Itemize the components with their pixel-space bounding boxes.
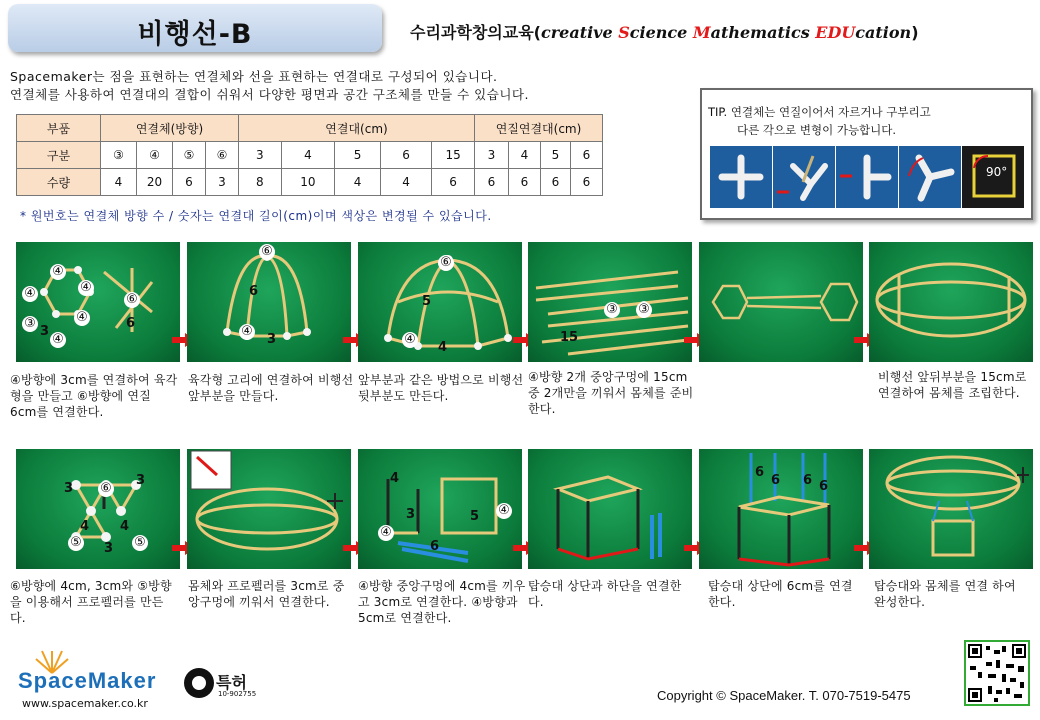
table-cell: 6 [571, 169, 603, 196]
photo-label: 3 [406, 507, 416, 522]
table-cell: 6 [432, 169, 475, 196]
photo-label: 3 [40, 324, 50, 339]
intro-line: 연결체를 사용하여 연결대의 결합이 쉬워서 다양한 평면과 공간 구조체를 만들 수 있습니다. [10, 87, 529, 102]
tip-line: TIP. 연결체는 연질이어서 자르거나 구부리고 [708, 105, 931, 119]
table-cell: ⑤ [173, 142, 206, 169]
step-photo-6 [869, 242, 1033, 362]
photo-label: 6 [126, 316, 136, 331]
table-cell: 수량 [17, 169, 101, 196]
table-cell: 3 [239, 142, 282, 169]
patent-logo-icon [184, 668, 214, 698]
table-cell: 10 [281, 169, 334, 196]
subtitle-part: athematics [710, 23, 816, 42]
table-cell: 5 [541, 142, 571, 169]
photo-label: ⑤ [68, 535, 84, 551]
table-cell: 4 [281, 142, 334, 169]
step-photo-7 [16, 449, 180, 569]
table-row [17, 142, 603, 169]
step-photo-9 [358, 449, 522, 569]
table-cell: 5 [335, 142, 381, 169]
step-caption: 육각형 고리에 연결하여 비행선 앞부분을 만들다. [188, 373, 354, 403]
subtitle-suffix: ) [911, 23, 919, 42]
photo-label: 3 [267, 332, 277, 347]
qr-code-icon[interactable] [964, 640, 1030, 706]
table-cell: 6 [381, 142, 432, 169]
table-cell: 6 [173, 169, 206, 196]
photo-label: 6 [755, 465, 765, 480]
table-cell: 4 [101, 169, 137, 196]
subtitle-body [541, 23, 911, 42]
photo-label: 3 [64, 481, 74, 496]
photo-label: 6 [803, 473, 813, 488]
step-photo-4 [528, 242, 692, 362]
patent-number: 10-902755 [218, 690, 257, 698]
table-cell: 3 [206, 169, 239, 196]
step-caption: 앞부분과 같은 방법으로 비행선 뒷부분도 만든다. [358, 373, 524, 403]
photo-label: ⑥ [98, 481, 114, 497]
photo-label: ④ [496, 503, 512, 519]
copyright: Copyright © SpaceMaker. T. 070-7519-5475 [657, 688, 911, 703]
step-photo-12 [869, 449, 1033, 569]
photo-label: 3 [136, 473, 146, 488]
tip-photo [899, 146, 962, 208]
step-caption: 비행선 앞뒤부분을 15cm로 연결하여 몸체를 조립한다. [878, 370, 1027, 400]
tip-photos [710, 146, 1025, 208]
subtitle-part: M [692, 23, 711, 42]
table-cell: ③ [101, 142, 137, 169]
step-caption: ④방향에 3cm를 연결하여 육각형을 만들고 ⑥방향에 연질 6cm를 연결한다. [10, 373, 178, 419]
table-cell: 15 [432, 142, 475, 169]
intro-text [10, 68, 529, 104]
photo-label: ③ [604, 302, 620, 318]
table-header-row [17, 115, 603, 142]
step-photo-10 [528, 449, 692, 569]
photo-label: ④ [74, 310, 90, 326]
photo-label: ④ [50, 264, 66, 280]
angle-label: 90° [986, 165, 1008, 179]
subtitle-part: S [618, 23, 630, 42]
page-title: 비행선-B [137, 19, 253, 50]
table-header-cell: 연결대(cm) [239, 115, 475, 142]
photo-label: 4 [120, 519, 130, 534]
step-caption: ④방향 중앙구멍에 4cm를 끼우고 3cm로 연결한다. ④방향과 5cm로 연결한다. [358, 579, 526, 625]
connector-bend-photo [899, 146, 962, 208]
photo-label: ③ [636, 302, 652, 318]
table-note: * 원번호는 연결체 방향 수 / 숫자는 연결대 길이(cm)이며 색상은 변경될 수 있습니다. [20, 209, 492, 223]
subtitle-part: cience [629, 23, 693, 42]
photo-label: 4 [438, 340, 448, 355]
patent-label: 특허 [216, 673, 247, 692]
connector-cut-photo [773, 146, 836, 208]
title-banner [8, 4, 382, 52]
table-cell: 구분 [17, 142, 101, 169]
photo-label: ⑤ [132, 535, 148, 551]
photo-label: ④ [239, 324, 255, 340]
step-photo-3 [358, 242, 522, 362]
step-caption: 탑승대 상단에 6cm를 연결한다. [708, 579, 853, 609]
subtitle-part: cation [855, 23, 912, 42]
photo-label: 5 [470, 509, 480, 524]
subtitle-part: creative [540, 23, 619, 42]
step-caption: 탑승대 상단과 하단을 연결한다. [528, 579, 682, 609]
step-caption: ④방향 2개 중앙구멍에 15cm중 2개만을 끼워서 몸체를 준비한다. [528, 370, 694, 416]
step-caption: 몸체와 프로펠러를 3cm로 중앙구멍에 끼워서 연결한다. [188, 579, 345, 609]
table-cell: 6 [509, 169, 541, 196]
table-row [17, 169, 603, 196]
photo-label: ④ [402, 332, 418, 348]
table-header-cell: 연질연결대(cm) [475, 115, 603, 142]
step-photo-1 [16, 242, 180, 362]
step-photo-2 [187, 242, 351, 362]
table-cell: 6 [541, 169, 571, 196]
tip-photo [962, 146, 1025, 208]
step-photo-5 [699, 242, 863, 362]
tip-photo [773, 146, 836, 208]
connector-three-photo [836, 146, 899, 208]
photo-label: 4 [390, 471, 400, 486]
subtitle-prefix: 수리과학창의교육( [410, 23, 541, 42]
table-cell: 6 [475, 169, 509, 196]
tip-photo [710, 146, 773, 208]
photo-label: ④ [50, 332, 66, 348]
photo-label: ④ [378, 525, 394, 541]
connector-photo [710, 146, 773, 208]
photo-label: ③ [22, 316, 38, 332]
photo-label: 15 [560, 330, 579, 345]
photo-label: 4 [80, 519, 90, 534]
subtitle-part: EDU [815, 23, 856, 42]
table-cell: 20 [137, 169, 173, 196]
photo-label: ④ [78, 280, 94, 296]
photo-label: 6 [249, 284, 259, 299]
table-cell: 6 [571, 142, 603, 169]
table-cell: 4 [509, 142, 541, 169]
photo-label: ⑥ [259, 244, 275, 260]
subtitle [410, 20, 919, 43]
tip-photo [836, 146, 899, 208]
step-photo-11 [699, 449, 863, 569]
photo-label: ⑥ [438, 255, 454, 271]
table-cell: ④ [137, 142, 173, 169]
table-header-cell: 연결체(방향) [101, 115, 239, 142]
tip-line: 다른 각으로 변형이 가능합니다. [737, 123, 897, 137]
photo-label: ④ [22, 286, 38, 302]
brand-logo: SpaceMaker [18, 668, 157, 693]
tip-box [700, 88, 1033, 220]
photo-label: 6 [819, 479, 829, 494]
photo-label: 3 [104, 541, 114, 556]
photo-label: ⑥ [124, 292, 140, 308]
table-cell: 4 [381, 169, 432, 196]
right-angle-photo [962, 146, 1025, 208]
step-caption: ⑥방향에 4cm, 3cm와 ⑤방향을 이용해서 프로펠러를 만든다. [10, 579, 172, 625]
photo-label: 6 [430, 539, 440, 554]
table-cell: 8 [239, 169, 282, 196]
table-cell: 4 [335, 169, 381, 196]
parts-table [16, 114, 603, 196]
photo-label: 6 [771, 473, 781, 488]
brand-url[interactable]: www.spacemaker.co.kr [22, 697, 148, 710]
table-cell: 3 [475, 142, 509, 169]
intro-line: Spacemaker는 점을 표현하는 연결체와 선을 표현하는 연결대로 구성되어 있습니다. [10, 69, 498, 84]
photo-label: 5 [422, 294, 432, 309]
table-header-cell: 부품 [17, 115, 101, 142]
step-photo-8 [187, 449, 351, 569]
table-cell: ⑥ [206, 142, 239, 169]
step-caption: 탑승대와 몸체를 연결 하여 완성한다. [874, 579, 1016, 609]
